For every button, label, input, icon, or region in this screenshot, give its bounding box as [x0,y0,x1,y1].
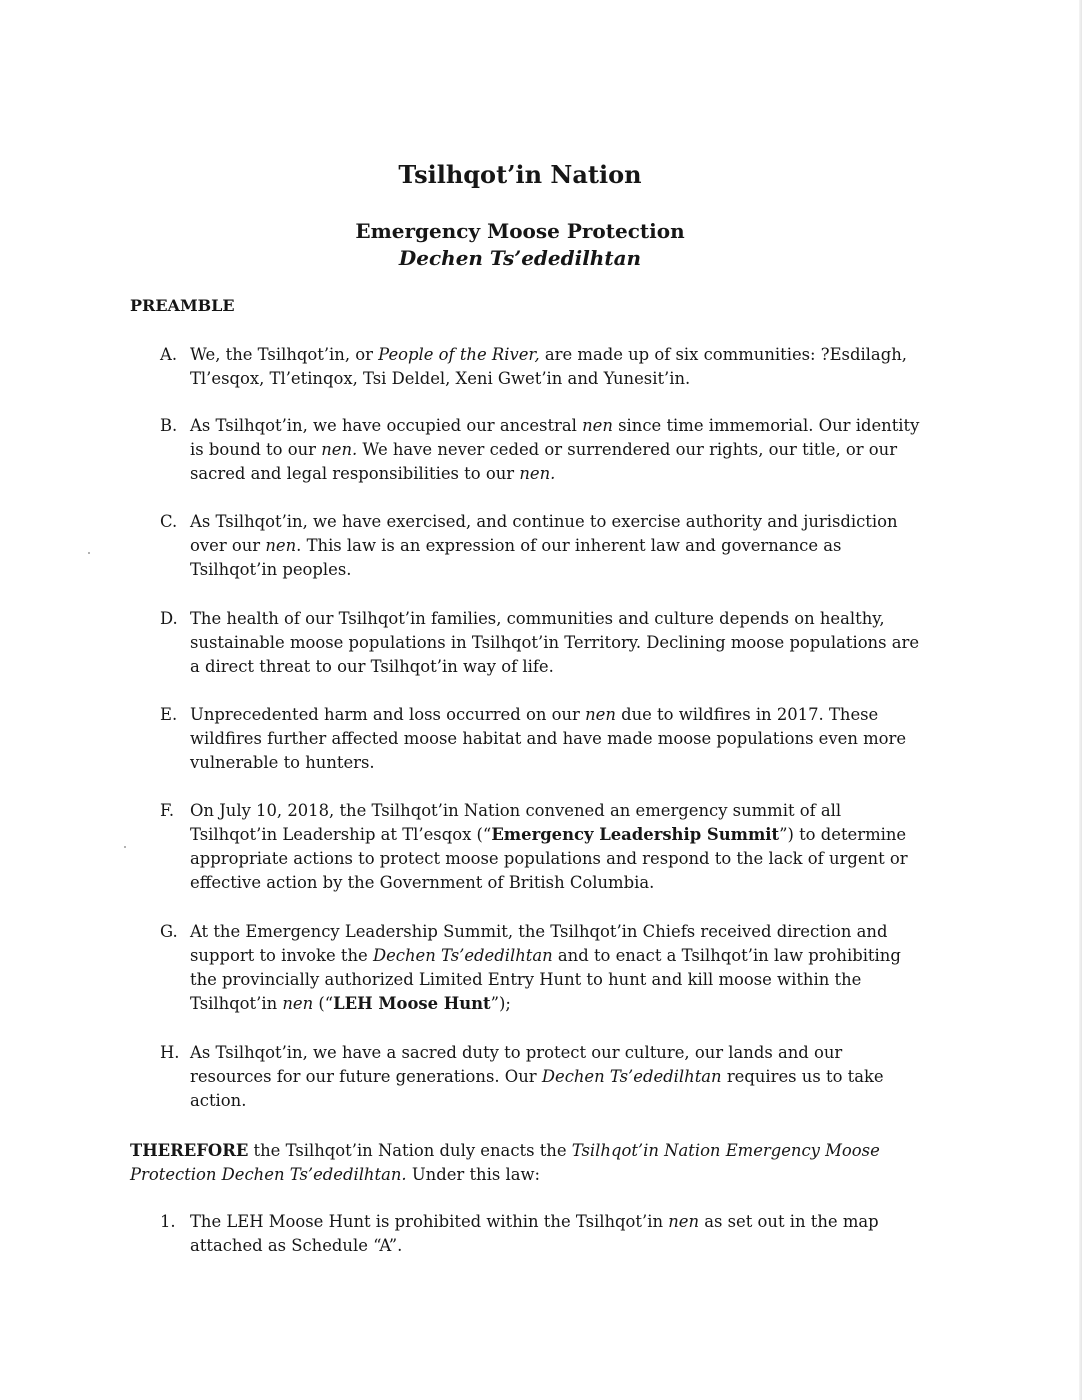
preamble-item [160,703,920,775]
text-run: As Tsilhqot’in, we have occupied our ancestral [190,416,583,435]
item-letter: B. [160,416,178,435]
preamble-item [160,920,920,1016]
preamble-item [160,510,920,582]
text-run: ”); [490,994,511,1013]
italic-text: nen [582,416,613,435]
preamble-item [160,414,920,486]
italic-text: Tsilhqot’in Nation Emergency Moose Protection Dechen Ts’ededilhtan. [130,1141,880,1184]
enacting-clause [130,1139,920,1187]
numbered-provision [160,1210,920,1258]
document-title: Tsilhqot’in Nation [398,160,642,189]
item-text [190,799,920,895]
text-run: The LEH Moose Hunt is prohibited within the Tsilhqot’in [190,1212,669,1231]
scan-speck [124,846,126,848]
preamble-item [160,799,920,895]
italic-text: nen [585,705,616,724]
item-text [190,1041,920,1113]
item-letter: A. [160,345,178,364]
text-run: . This law is an expression of our inherent law and governance as Tsilhqot’in peoples. [190,536,842,579]
bold-text: THEREFORE [130,1141,249,1160]
text-run: (“ [313,994,334,1013]
item-text [190,414,920,486]
italic-text: nen [265,536,297,555]
document-subtitle [0,218,1040,272]
subtitle-line-1: Emergency Moose Protection [355,219,685,243]
preamble-item [160,607,920,679]
text-run: ”) to determine appropriate actions to protect moose populations and respond to the lack of urgent or effective action by the Government of British Columbia. [190,825,908,892]
text-run: and to enact a Tsilhqot’in law prohibiting the provincially authorized Limited Entry Hunt to hunt and kill moose within the Tsilhqot’in [190,946,901,1013]
item-text [190,343,920,391]
text-run: due to wildfires in 2017. These wildfires further affected moose habitat and have made moose populations even more vulnerable to hunters. [190,705,907,772]
italic-text: Dechen Ts’ededilhtan [541,1067,722,1086]
preamble-item [160,1041,920,1113]
text-run: As Tsilhqot’in, we have a sacred duty to protect our culture, our lands and our resources for our future generations. Our [190,1043,843,1086]
italic-text: Dechen Ts’ededilhtan [372,946,553,965]
item-letter: D. [160,609,178,628]
text-run: The health of our Tsilhqot’in families, communities and culture depends on healthy, sustainable moose populations in Tsilhqot’in Territory. Declining moose populations are a direct threat to our Tsilhqot’in way of life. [190,609,920,676]
preamble-heading: PREAMBLE [130,296,235,315]
italic-text: nen. [519,464,556,483]
text-run: On July 10, 2018, the Tsilhqot’in Nation convened an emergency summit of all Tsilhqot’in Leadership at Tl’esqox (“ [190,801,842,844]
text-run: Under this law: [406,1165,541,1184]
preamble-item [160,343,920,391]
text-run: We, the Tsilhqot’in, or [190,345,379,364]
text-run: At the Emergency Leadership Summit, the Tsilhqot’in Chiefs received direction and support to invoke the [190,922,888,965]
italic-text: nen [668,1212,700,1231]
text-run: are made up of six communities: ?Esdilagh, Tl’esqox, Tl’etinqox, Tsi Deldel, Xeni Gwet’in and Yunesit’in. [190,345,907,388]
italic-text: People of the River, [378,345,540,364]
text-run: requires us to take action. [190,1067,884,1110]
item-letter: E. [160,705,178,724]
item-letter: C. [160,512,178,531]
bold-text: Emergency Leadership Summit [491,825,780,844]
provision-text [190,1210,920,1258]
item-letter: F. [160,801,175,820]
text-run: as set out in the map attached as Schedule “A”. [190,1212,879,1255]
scan-speck [88,552,90,554]
item-letter: H. [160,1043,180,1062]
item-text [190,920,920,1016]
text-run: the Tsilhqot’in Nation duly enacts the [248,1141,572,1160]
item-text [190,607,920,679]
italic-text: nen. [321,440,358,459]
bold-text: LEH Moose Hunt [333,994,491,1013]
text-run: As Tsilhqot’in, we have exercised, and continue to exercise authority and jurisdiction over our [190,512,898,555]
text-run: We have never ceded or surrendered our rights, our title, or our sacred and legal responsibilities to our [190,440,898,483]
subtitle-line-2: Dechen Ts’ededilhtan [398,246,642,270]
item-text [190,510,920,582]
text-run: since time immemorial. Our identity is bound to our [190,416,920,459]
item-text [190,703,920,775]
provision-number: 1. [160,1212,176,1231]
italic-text: nen [282,994,314,1013]
text-run: Unprecedented harm and loss occurred on our [190,705,586,724]
item-letter: G. [160,922,178,941]
